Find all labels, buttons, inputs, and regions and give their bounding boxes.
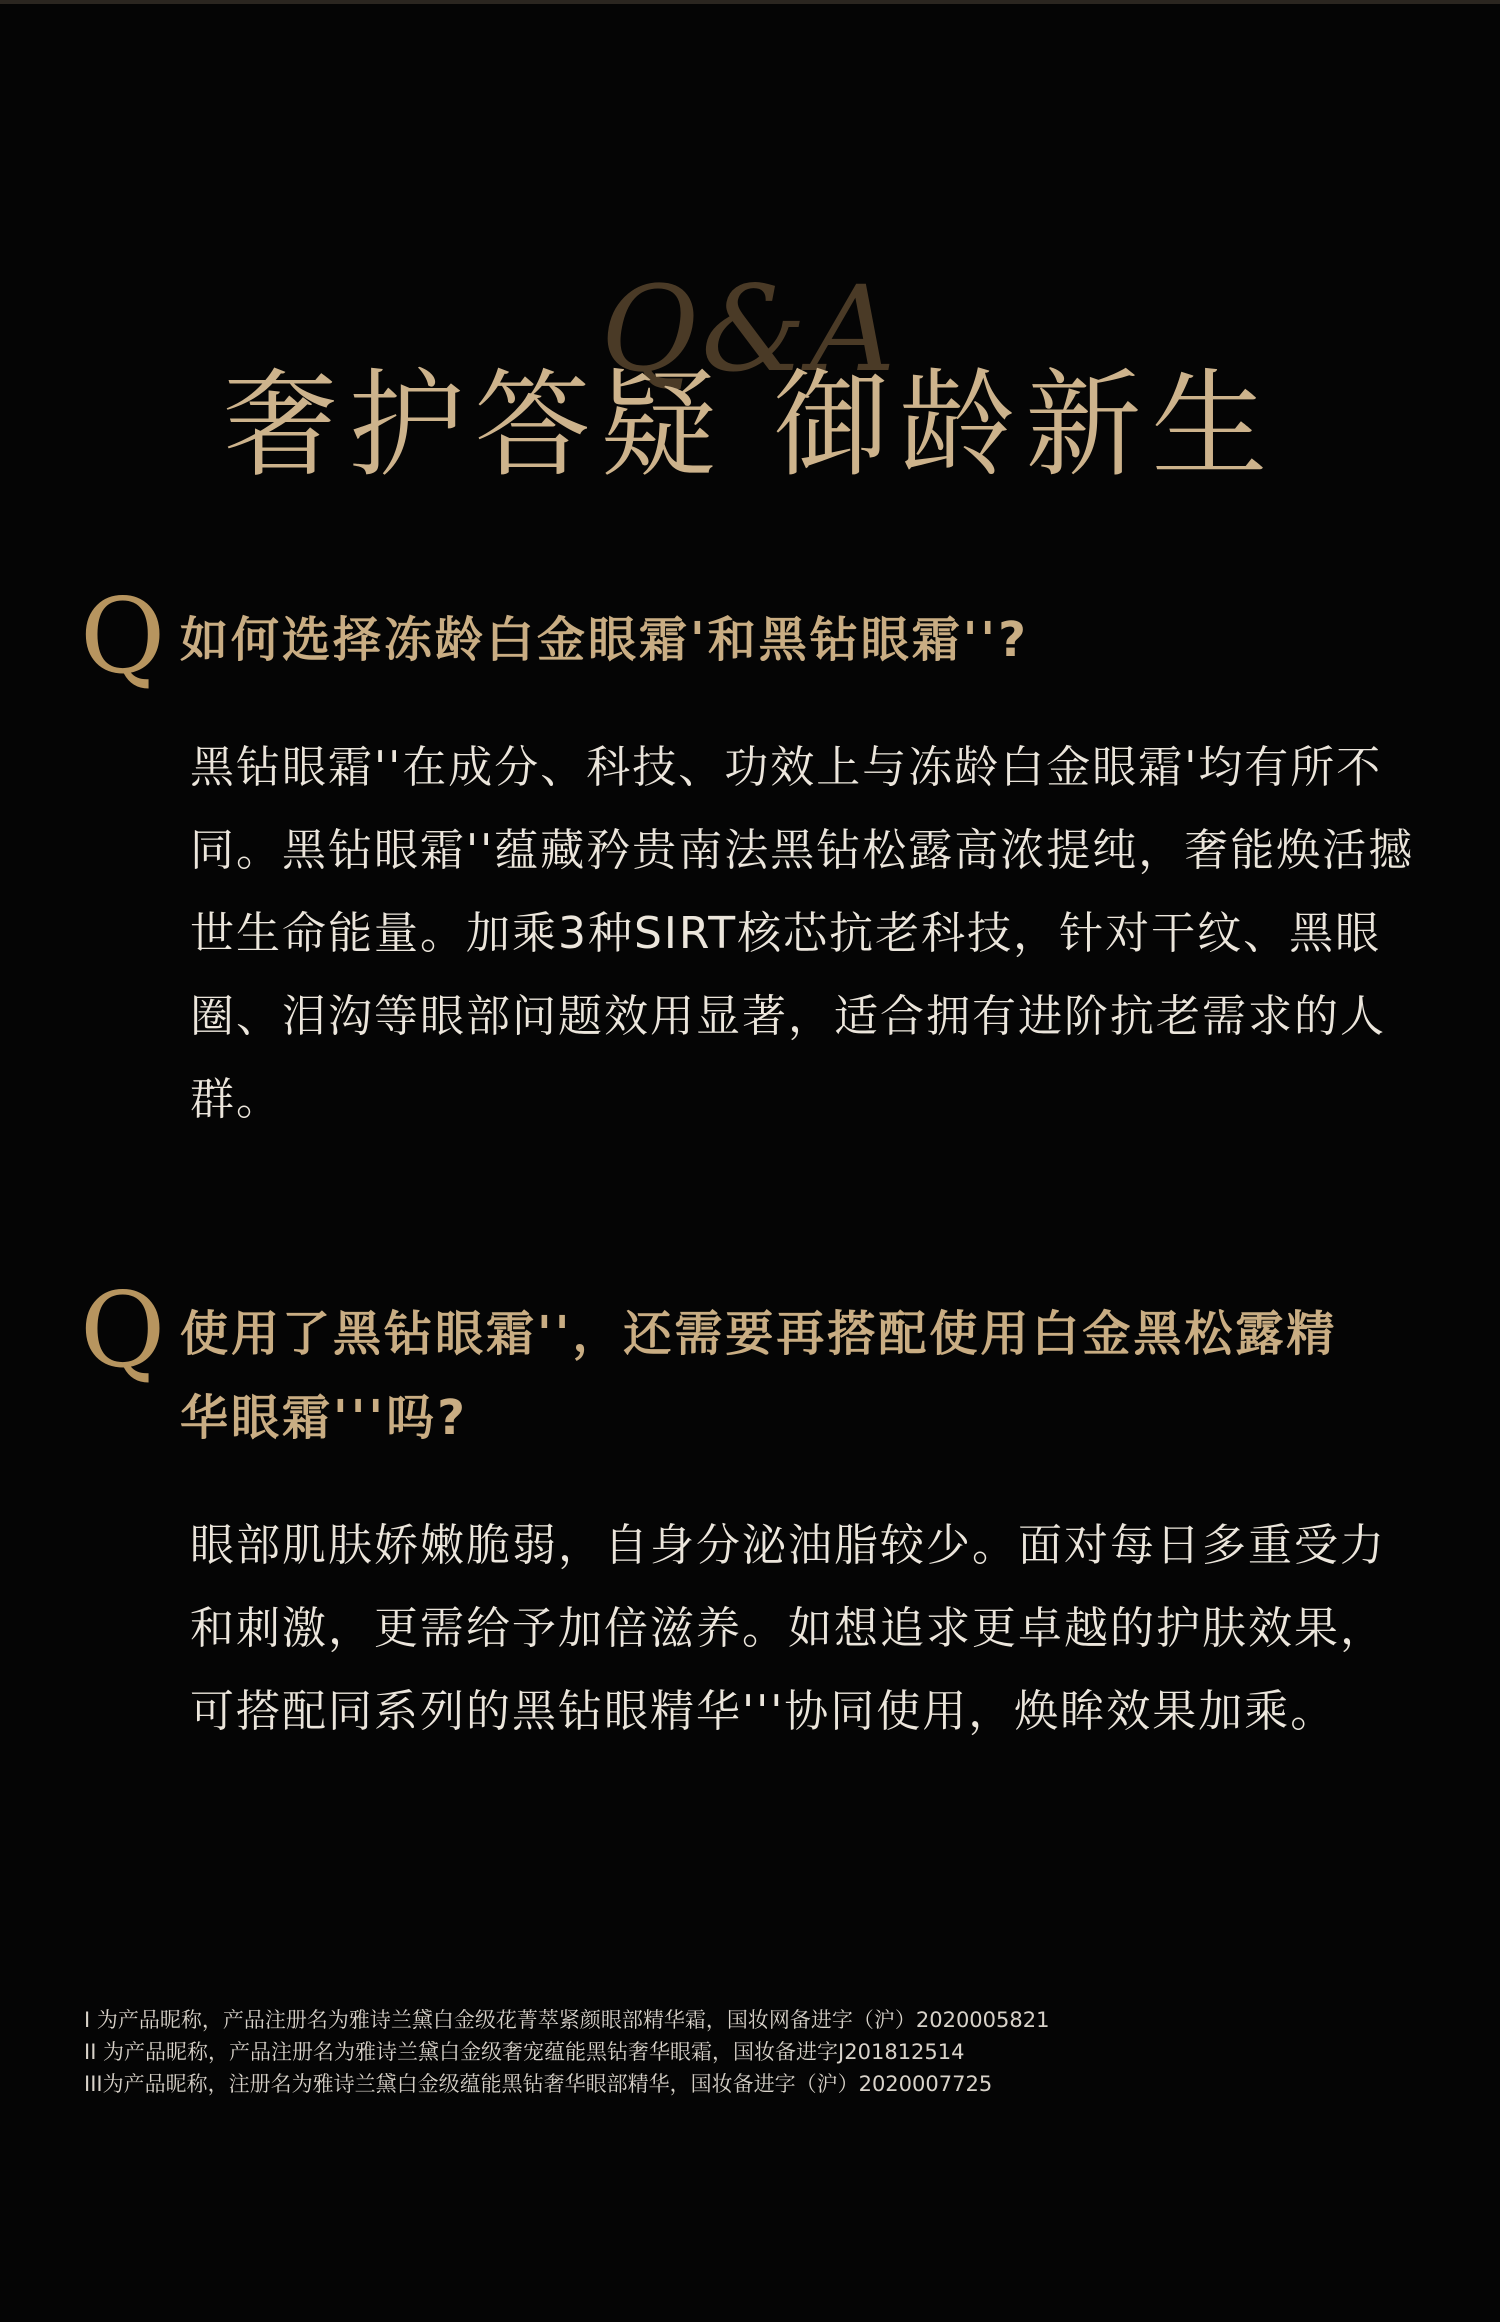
- qa-item-2: [0, 1269, 1500, 1753]
- q-mark: Q: [80, 1269, 166, 1391]
- footnote-line: II 为产品昵称，产品注册名为雅诗兰黛白金级奢宠蕴能黑钻奢华眼霜，国妆备进字J201812514: [84, 2040, 965, 2064]
- qa-item-1: [0, 575, 1500, 1141]
- q-mark: Q: [80, 575, 166, 697]
- footnote-line: III为产品昵称，注册名为雅诗兰黛白金级蕴能黑钻奢华眼部精华，国妆备进字（沪）2020007725: [84, 2072, 993, 2096]
- footnotes: [84, 2004, 1464, 2100]
- page-title: 奢护答疑 御龄新生: [222, 358, 1278, 493]
- qa-watermark: Q&A: [600, 260, 900, 398]
- answer-text: 黑钻眼霜''在成分、科技、功效上与冻龄白金眼霜'均有所不同。黑钻眼霜''蕴藏矜贵南法黑钻松露高浓提纯，奢能焕活撼世生命能量。加乘3种SIRT核芯抗老科技，针对干纹、黑眼圈、泪沟等眼部问题效用显著，适合拥有进阶抗老需求的人群。: [190, 742, 1415, 1125]
- footnote-line: I 为产品昵称，产品注册名为雅诗兰黛白金级花菁萃紧颜眼部精华霜，国妆网备进字（沪）2020005821: [84, 2008, 1050, 2032]
- top-divider: [0, 0, 1500, 4]
- answer-text: 眼部肌肤娇嫩脆弱，自身分泌油脂较少。面对每日多重受力和刺激，更需给予加倍滋养。如想追求更卓越的护肤效果，可搭配同系列的黑钻眼精华'''协同使用，焕眸效果加乘。: [190, 1520, 1386, 1737]
- question-row: [0, 1269, 1500, 1460]
- question-text: 使用了黑钻眼霜''，还需要再搭配使用白金黑松露精华眼霜'''吗?: [180, 1306, 1338, 1446]
- question-row: [0, 575, 1500, 697]
- question-text: 如何选择冻龄白金眼霜'和黑钻眼霜''?: [180, 612, 1029, 668]
